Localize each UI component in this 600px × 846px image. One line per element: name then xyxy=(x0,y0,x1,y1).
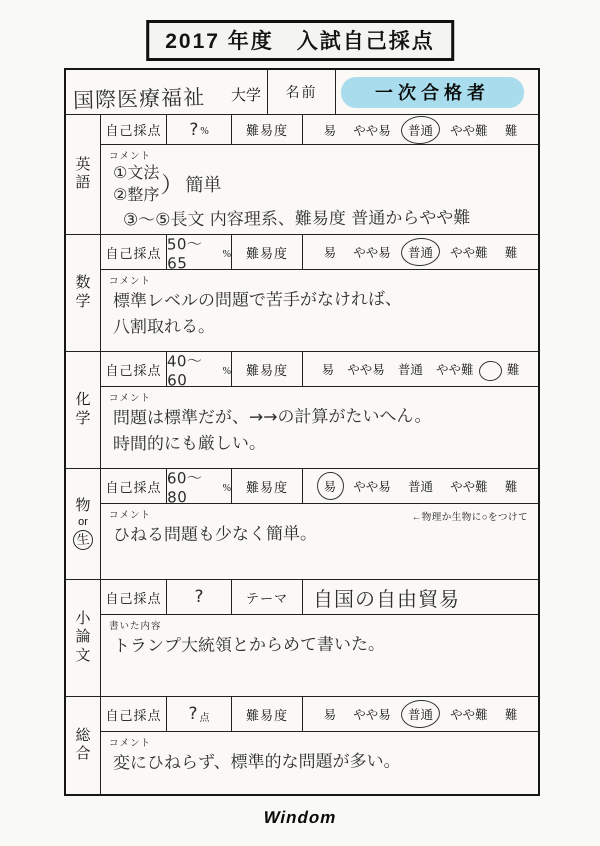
comment-math: コメント 標準レベルの問題で苦手がなければ、 八割取れる。 xyxy=(109,277,403,338)
difficulty-options-physics-biology: 易 やや易 普通 やや難 難 xyxy=(303,469,538,503)
self-score-value-physics-biology: 60〜80 % xyxy=(166,468,231,506)
difficulty-options-math: 易 やや易 普通 やや難 難 xyxy=(303,235,538,269)
self-score-value-english: ? % xyxy=(167,115,232,144)
score-row-english xyxy=(101,115,538,145)
difficulty-options-chemistry: 易 やや易 普通 やや難 難 xyxy=(303,352,538,386)
score-row-physics-biology xyxy=(101,469,538,504)
result-badge: 一次合格者 xyxy=(341,77,524,108)
score-row-essay xyxy=(101,580,538,615)
circled-option-futsuu: 普通 xyxy=(408,121,433,139)
theme-value-handwritten: 自国の自由貿易 xyxy=(313,586,460,611)
university-cell xyxy=(66,70,268,114)
score-row-chemistry xyxy=(101,352,538,387)
score-row-overall xyxy=(101,697,538,732)
row-essay xyxy=(66,580,538,697)
university-name-handwritten: 国際医療福祉 xyxy=(72,85,206,113)
self-score-label: 自己採点 xyxy=(101,580,167,614)
difficulty-label: 難易度 xyxy=(232,697,303,731)
subject-label-physics-or-biology: 物 or 生 xyxy=(66,469,101,579)
theme-label: テーマ xyxy=(232,580,303,614)
score-row-math xyxy=(101,235,538,270)
difficulty-options-overall: 易 やや易 普通 やや難 難 xyxy=(303,697,538,731)
circled-option-futsuu: 普通 xyxy=(408,243,433,261)
self-score-value-overall: ? 点 xyxy=(167,697,232,731)
header-row xyxy=(66,70,538,115)
subject-label-math: 数 学 xyxy=(66,235,101,351)
self-score-label: 自己採点 xyxy=(101,469,167,503)
biology-circle-note: ←物理か生物に○をつけて xyxy=(411,513,528,523)
row-chemistry xyxy=(66,352,538,469)
self-score-label: 自己採点 xyxy=(101,697,167,731)
circled-biology-char: 生 xyxy=(72,529,94,551)
page-title: 2017 年度 入試自己採点 xyxy=(146,20,454,61)
comment-physics-biology: コメント ←物理か生物に○をつけて ひねる問題も少なく簡単。 xyxy=(109,511,528,546)
subject-label-essay: 小 論 文 xyxy=(66,580,101,696)
row-math xyxy=(66,235,538,352)
difficulty-label: 難易度 xyxy=(232,352,303,386)
handwritten-circle-between-yayamuzu-muzu xyxy=(478,360,503,382)
difficulty-options-english: 易 やや易 普通 やや難 難 xyxy=(303,115,538,144)
subject-label-overall: 総 合 xyxy=(66,697,101,794)
circled-option-yasashii: 易 xyxy=(324,477,337,495)
result-cell xyxy=(336,70,538,114)
name-label-cell: 名前 xyxy=(268,70,336,114)
row-english xyxy=(66,115,538,235)
comment-english: コメント ①文法 ②整序 ） 簡単 ③〜⑤長文 内容理系、難易度 普通からやや難 xyxy=(109,152,471,231)
windom-logo: Windom xyxy=(261,808,339,827)
self-score-value-chemistry: 40〜60 % xyxy=(166,351,231,389)
score-table xyxy=(64,68,540,796)
university-suffix-label: 大学 xyxy=(230,88,261,104)
self-score-label: 自己採点 xyxy=(101,352,167,386)
self-score-value-math: 50〜65 % xyxy=(166,234,231,272)
self-score-label: 自己採点 xyxy=(101,115,167,144)
comment-chemistry: コメント 問題は標準だが、→→の計算がたいへん。 時間的にも厳しい。 xyxy=(109,394,432,455)
row-overall xyxy=(66,697,538,794)
difficulty-label: 難易度 xyxy=(232,469,303,503)
difficulty-label: 難易度 xyxy=(232,115,303,144)
comment-overall: コメント 変にひねらず、標準的な問題が多い。 xyxy=(109,739,401,774)
subject-label-chemistry: 化 学 xyxy=(66,352,101,468)
circled-option-futsuu: 普通 xyxy=(408,705,433,723)
self-score-label: 自己採点 xyxy=(101,235,167,269)
subject-label-english: 英 語 xyxy=(66,115,101,234)
comment-essay: 書いた内容 トランプ大統領とからめて書いた。 xyxy=(109,622,386,657)
difficulty-label: 難易度 xyxy=(232,235,303,269)
self-score-value-essay: ? xyxy=(167,580,232,614)
row-physics-or-biology xyxy=(66,469,538,580)
